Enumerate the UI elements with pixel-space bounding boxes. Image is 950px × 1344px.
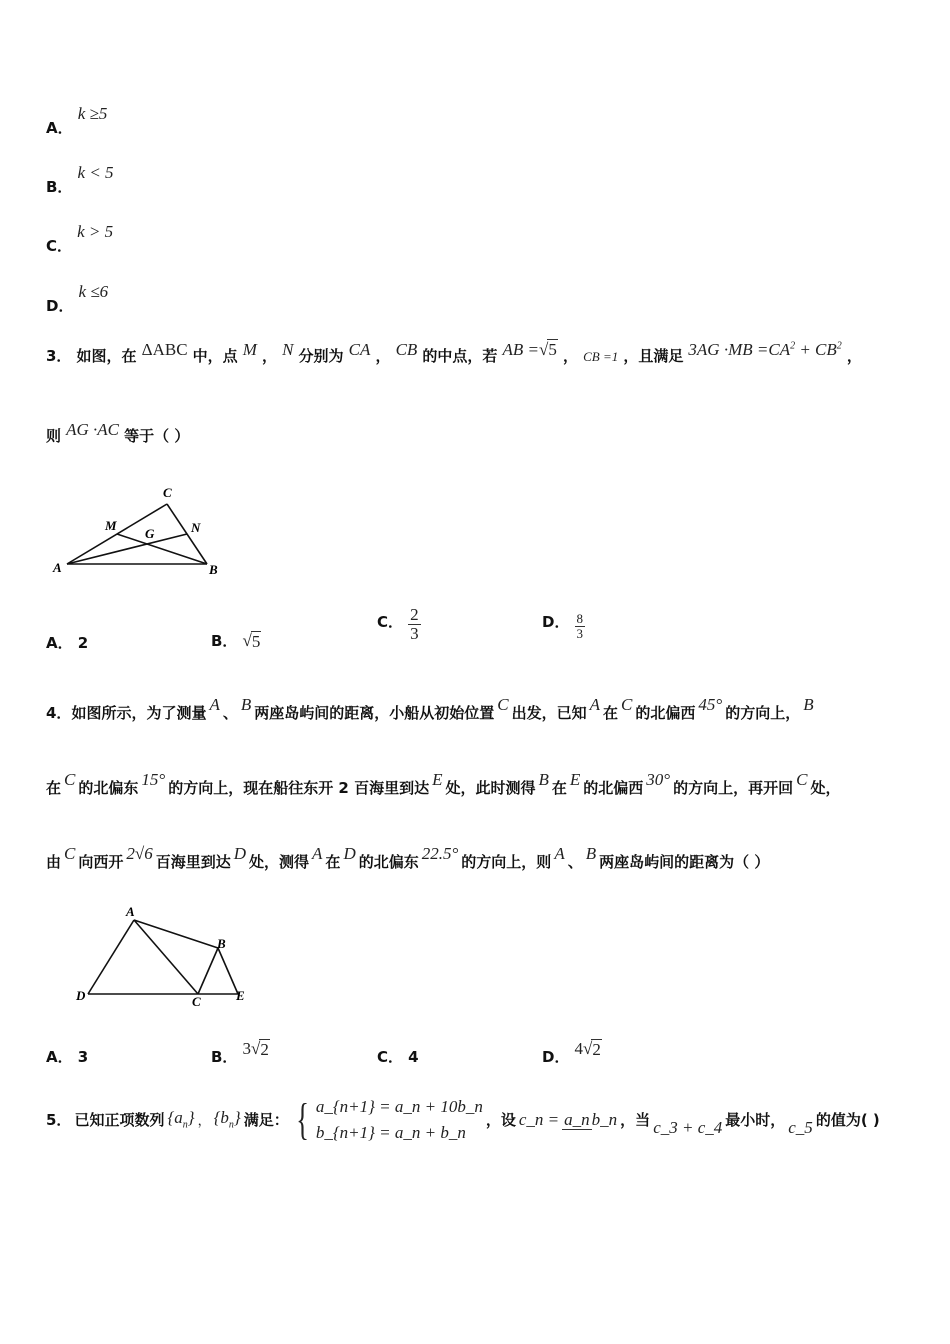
stem-text: 由	[46, 853, 62, 871]
exp: 2	[790, 340, 796, 352]
math-token: C	[621, 695, 633, 714]
q3-option-a[interactable]	[46, 632, 88, 653]
stem-text: 在	[325, 853, 341, 871]
math-token: C	[796, 770, 808, 789]
math-token: C	[64, 844, 76, 863]
option-label: B．	[211, 1048, 238, 1066]
equation-1: a_{n+1} = a_n + 10b_n	[315, 1097, 483, 1116]
option-math: k ≥5	[77, 104, 108, 123]
math-token: D	[233, 844, 247, 863]
question-number: 4．	[46, 704, 72, 722]
math-token: 30°	[646, 770, 671, 789]
seq-a: $\{a_n\}$	[167, 1108, 195, 1131]
label-n: N	[191, 520, 201, 535]
math-token: D	[343, 844, 356, 863]
q4-figure	[72, 902, 252, 1012]
fraction	[575, 612, 586, 640]
q3-option-c[interactable]	[377, 606, 421, 643]
option-value: 4	[408, 1048, 419, 1066]
denominator: 3	[576, 625, 584, 641]
math-token: 45°	[698, 695, 723, 714]
stem-text: 的北偏西	[635, 704, 696, 722]
stem-text: 在	[46, 779, 62, 797]
stem-text: 两座岛屿间的距离为（ ）	[599, 853, 770, 871]
numerator: a_n	[564, 1109, 590, 1129]
stem-text: 的方向上，	[725, 704, 801, 722]
math-token: C	[497, 695, 509, 714]
label-c: C	[163, 485, 172, 500]
seq-b: $\{b_n\}$	[213, 1108, 241, 1131]
option-label: A．	[46, 1048, 73, 1066]
math-token: B	[538, 770, 549, 789]
math-token: B	[240, 695, 252, 714]
fraction	[562, 1111, 617, 1129]
radicand: 2	[260, 1040, 269, 1059]
label-b: B	[209, 562, 218, 577]
q5-stem	[46, 1094, 930, 1145]
q2-option-c[interactable]	[46, 221, 114, 255]
numerator: 8	[576, 611, 584, 626]
math-triangle: ΔABC	[141, 340, 188, 359]
math-token: A	[312, 844, 323, 863]
sqrt-5: √ 5	[242, 631, 261, 651]
stem-text: ，	[846, 347, 862, 365]
fraction	[408, 606, 421, 643]
q3-option-b[interactable]	[211, 630, 261, 652]
q4-option-b[interactable]	[211, 1038, 270, 1066]
option-math: k < 5	[77, 163, 114, 182]
math-token: E	[432, 770, 443, 789]
option-label: A．	[46, 119, 73, 137]
stem-text: 等于（ ）	[124, 427, 190, 445]
stem-text: 在	[603, 704, 619, 722]
label-e: E	[236, 988, 245, 1003]
q3-option-d[interactable]	[542, 612, 585, 640]
math-token: 22.5°	[421, 844, 459, 863]
seq-var: b	[220, 1108, 229, 1128]
stem-text: 的方向上，则	[461, 853, 552, 871]
q2-option-a[interactable]	[46, 103, 108, 137]
stem-text: ，	[562, 347, 578, 365]
q4-stem-line3	[46, 844, 930, 872]
math-cb-eq: CB =1	[583, 349, 619, 364]
math-token: C	[64, 770, 76, 789]
stem-text: 如图所示，为了测量	[71, 704, 207, 722]
math-m: M	[242, 340, 257, 359]
q4-stem-line2	[46, 770, 930, 798]
sqrt-2: √ 2	[583, 1039, 601, 1059]
stem-text: 的北偏西	[583, 779, 644, 797]
radicand: 5	[548, 340, 557, 359]
stem-text: ，设	[485, 1111, 516, 1129]
q3-figure	[45, 480, 235, 580]
math-ca: CA	[348, 340, 371, 359]
option-label: C．	[46, 237, 73, 255]
stem-text: 处，测得	[249, 853, 310, 871]
denominator: 3	[410, 623, 419, 643]
stem-text: 的方向上，现在船往东开 2 百海里到达	[168, 779, 430, 797]
seq-var: a	[174, 1108, 183, 1128]
stem-text: 最小时，	[725, 1111, 786, 1129]
stem-text: 的方向上，再开回	[673, 779, 794, 797]
q2-option-d[interactable]	[46, 281, 109, 315]
math-token: 15°	[141, 770, 166, 789]
exp: 2	[836, 340, 842, 352]
q4-option-d[interactable]	[542, 1038, 602, 1066]
stem-text: 、	[567, 853, 583, 871]
stem-text: 满足：	[243, 1111, 289, 1129]
option-label: B．	[46, 178, 73, 196]
option-value: 2	[77, 634, 89, 652]
stem-text: 如图，在	[76, 347, 137, 365]
stem-text: 的值为( )	[815, 1111, 880, 1129]
stem-text: 的中点，若	[422, 347, 498, 365]
question-number: 5．	[46, 1111, 72, 1129]
math-expr: AG ·AC	[66, 420, 119, 439]
stem-text: 出发，已知	[511, 704, 587, 722]
stem-text: 已知正项数列	[74, 1111, 165, 1129]
option-label: B．	[211, 632, 238, 650]
q4-option-c[interactable]	[377, 1046, 419, 1067]
q2-option-b[interactable]	[46, 162, 114, 196]
coef: 4	[574, 1039, 584, 1058]
math-token: 2√6	[126, 844, 153, 863]
label-m: M	[105, 518, 117, 533]
label-a: A	[53, 560, 62, 575]
stem-text: 中，点	[192, 347, 238, 365]
math-token: A	[209, 695, 220, 714]
label-a: A	[126, 904, 135, 919]
c-sum: c_3 + c_4	[653, 1117, 723, 1137]
stem-text: ，当	[620, 1111, 651, 1129]
option-math: k > 5	[77, 222, 114, 241]
option-label: D．	[46, 297, 74, 315]
math-n: N	[282, 340, 294, 359]
option-label: D．	[542, 612, 570, 631]
stem-text: 向西开	[78, 853, 124, 871]
coef: 3	[242, 1039, 252, 1058]
math-token: A	[554, 844, 565, 863]
radicand: 2	[592, 1040, 601, 1059]
math-token: A	[589, 695, 601, 714]
cond-text: + CB	[795, 340, 837, 359]
stem-text: ，	[375, 347, 391, 365]
q3-stem-line1	[46, 340, 930, 366]
math-ab: AB =	[502, 340, 540, 359]
seq-sub: n	[182, 1119, 188, 1131]
recurrence-system	[316, 1094, 483, 1145]
option-label: C．	[377, 1048, 404, 1066]
stem-text: 两座岛屿间的距离，小船从初始位置	[254, 704, 495, 722]
seq-sub: n	[228, 1119, 234, 1131]
q4-stem-line1	[46, 695, 930, 723]
stem-text: ，	[262, 347, 278, 365]
math-cb: CB	[395, 340, 418, 359]
equation-2: b_{n+1} = a_n + b_n	[315, 1122, 466, 1142]
stem-text: 的北偏东	[78, 779, 139, 797]
option-label: D．	[542, 1048, 570, 1066]
stem-text: 分别为	[298, 347, 344, 365]
seq-sep: ，	[197, 1113, 211, 1128]
stem-text: 则	[46, 427, 62, 445]
label-g: G	[145, 526, 155, 541]
c-5: c_5	[788, 1117, 813, 1137]
option-label: A．	[46, 634, 73, 652]
math-token: B	[803, 695, 814, 714]
cond-text: 3AG ·MB =CA	[688, 340, 791, 359]
option-value: 3	[77, 1048, 89, 1066]
stem-text: 百海里到达	[155, 853, 231, 871]
radicand: 5	[251, 632, 261, 651]
stem-text: 处，	[810, 779, 841, 797]
sqrt-5: √5	[539, 340, 557, 359]
question-number: 3．	[46, 347, 72, 365]
denominator: b_n	[591, 1109, 618, 1129]
q4-option-a[interactable]	[46, 1046, 88, 1067]
label-c: C	[192, 994, 201, 1009]
math-token: B	[585, 844, 597, 863]
numerator: 2	[410, 605, 419, 624]
label-b: B	[217, 936, 226, 951]
option-label: C．	[377, 612, 404, 631]
stem-text: 、	[222, 704, 238, 722]
stem-text: 的北偏东	[358, 853, 419, 871]
q3-stem-line2	[46, 420, 930, 446]
sqrt-2: √ 2	[251, 1039, 269, 1059]
option-math: k ≤6	[78, 282, 109, 301]
stem-text: ，且满足	[623, 347, 684, 365]
brace: {	[295, 1094, 309, 1144]
stem-text: 处，此时测得	[445, 779, 536, 797]
c-def: c_n =	[518, 1109, 560, 1129]
math-token: E	[569, 770, 581, 789]
label-d: D	[76, 988, 86, 1003]
stem-text: 在	[551, 779, 567, 797]
math-condition	[688, 340, 841, 360]
